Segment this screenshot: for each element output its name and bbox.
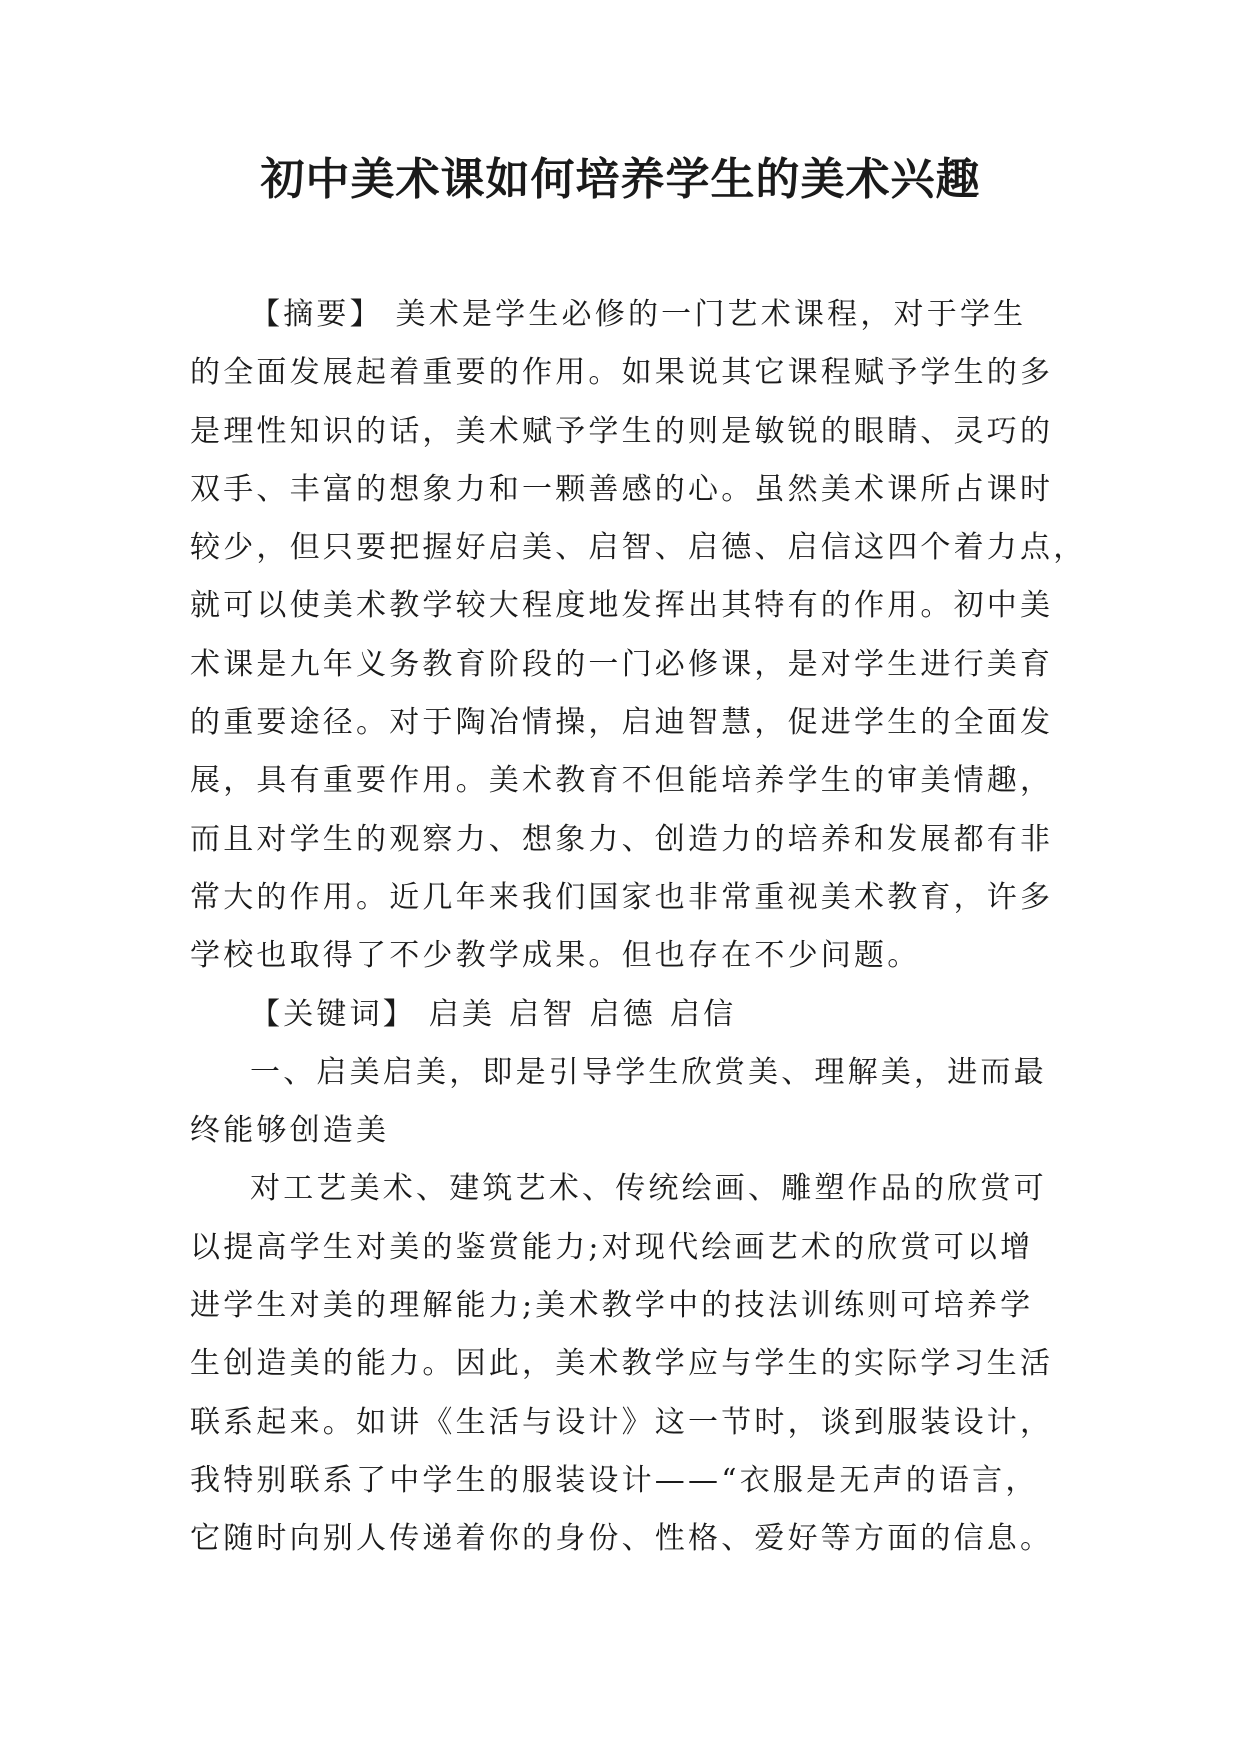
- section-1-heading-line-2: 终能够创造美: [190, 1113, 390, 1149]
- section-1-body-line-4: 生创造美的能力。因此，美术教学应与学生的实际学习生活: [190, 1346, 1054, 1382]
- abstract-label: 【摘要】: [250, 297, 383, 332]
- abstract-line-8: 的重要途径。对于陶冶情操，启迪智慧，促进学生的全面发: [190, 705, 1054, 741]
- document-body: [190, 286, 1087, 1569]
- abstract-line-12: 学校也取得了不少教学成果。但也存在不少问题。: [190, 938, 921, 974]
- keywords-paragraph: [190, 986, 1052, 1044]
- section-1-body-line-2: 以提高学生对美的鉴赏能力;对现代绘画艺术的欣赏可以增: [190, 1229, 1034, 1265]
- abstract-line-9: 展，具有重要作用。美术教育不但能培养学生的审美情趣，: [190, 763, 1054, 799]
- abstract-paragraph: [190, 286, 1087, 986]
- abstract-line-3: 是理性知识的话，美术赋予学生的则是敏锐的眼睛、灵巧的: [190, 413, 1054, 449]
- keywords-line: [190, 986, 1052, 1044]
- abstract-line-7: 术课是九年义务教育阶段的一门必修课，是对学生进行美育: [190, 646, 1054, 682]
- section-1-heading-line-1: 一、启美启美，即是引导学生欣赏美、理解美，进而最: [250, 1054, 1047, 1090]
- section-1-body-line-3: 进学生对美的理解能力;美术教学中的技法训练则可培养学: [190, 1288, 1034, 1324]
- abstract-line-4: 双手、丰富的想象力和一颗善感的心。虽然美术课所占课时: [190, 471, 1054, 507]
- keywords-label: 【关键词】: [250, 996, 416, 1032]
- abstract-line-6: 就可以使美术教学较大程度地发挥出其特有的作用。初中美: [190, 588, 1054, 624]
- section-1-body-line-1: 对工艺美术、建筑艺术、传统绘画、雕塑作品的欣赏可: [250, 1171, 1047, 1207]
- keyword-item: 启德: [589, 996, 656, 1032]
- section-1-body-line-6: 我特别联系了中学生的服装设计——“衣服是无声的语言，: [190, 1462, 1039, 1498]
- section-1-heading: [190, 1044, 1052, 1161]
- abstract-line-1: 【摘要】 美术是学生必修的一门艺术课程，对于学生: [250, 297, 1027, 332]
- abstract-line-5: 较少，但只要把握好启美、启智、启德、启信这四个着力点，: [190, 530, 1087, 566]
- section-1-body-line-7: 它随时向别人传递着你的身份、性格、爱好等方面的信息。: [190, 1521, 1054, 1557]
- abstract-line-10: 而且对学生的观察力、想象力、创造力的培养和发展都有非: [190, 821, 1054, 857]
- keyword-item: 启美: [428, 996, 496, 1032]
- section-1-body: [190, 1160, 1052, 1568]
- keyword-item: 启信: [669, 996, 737, 1032]
- document-title: 初中美术课如何培养学生的美术兴趣: [260, 154, 981, 205]
- keyword-item: 启智: [509, 996, 576, 1032]
- abstract-line-11: 常大的作用。近几年来我们国家也非常重视美术教育，许多: [190, 879, 1054, 915]
- section-1-body-line-5: 联系起来。如讲《生活与设计》这一节时，谈到服装设计，: [190, 1404, 1054, 1440]
- abstract-line-2: 的全面发展起着重要的作用。如果说其它课程赋予学生的多: [190, 355, 1054, 391]
